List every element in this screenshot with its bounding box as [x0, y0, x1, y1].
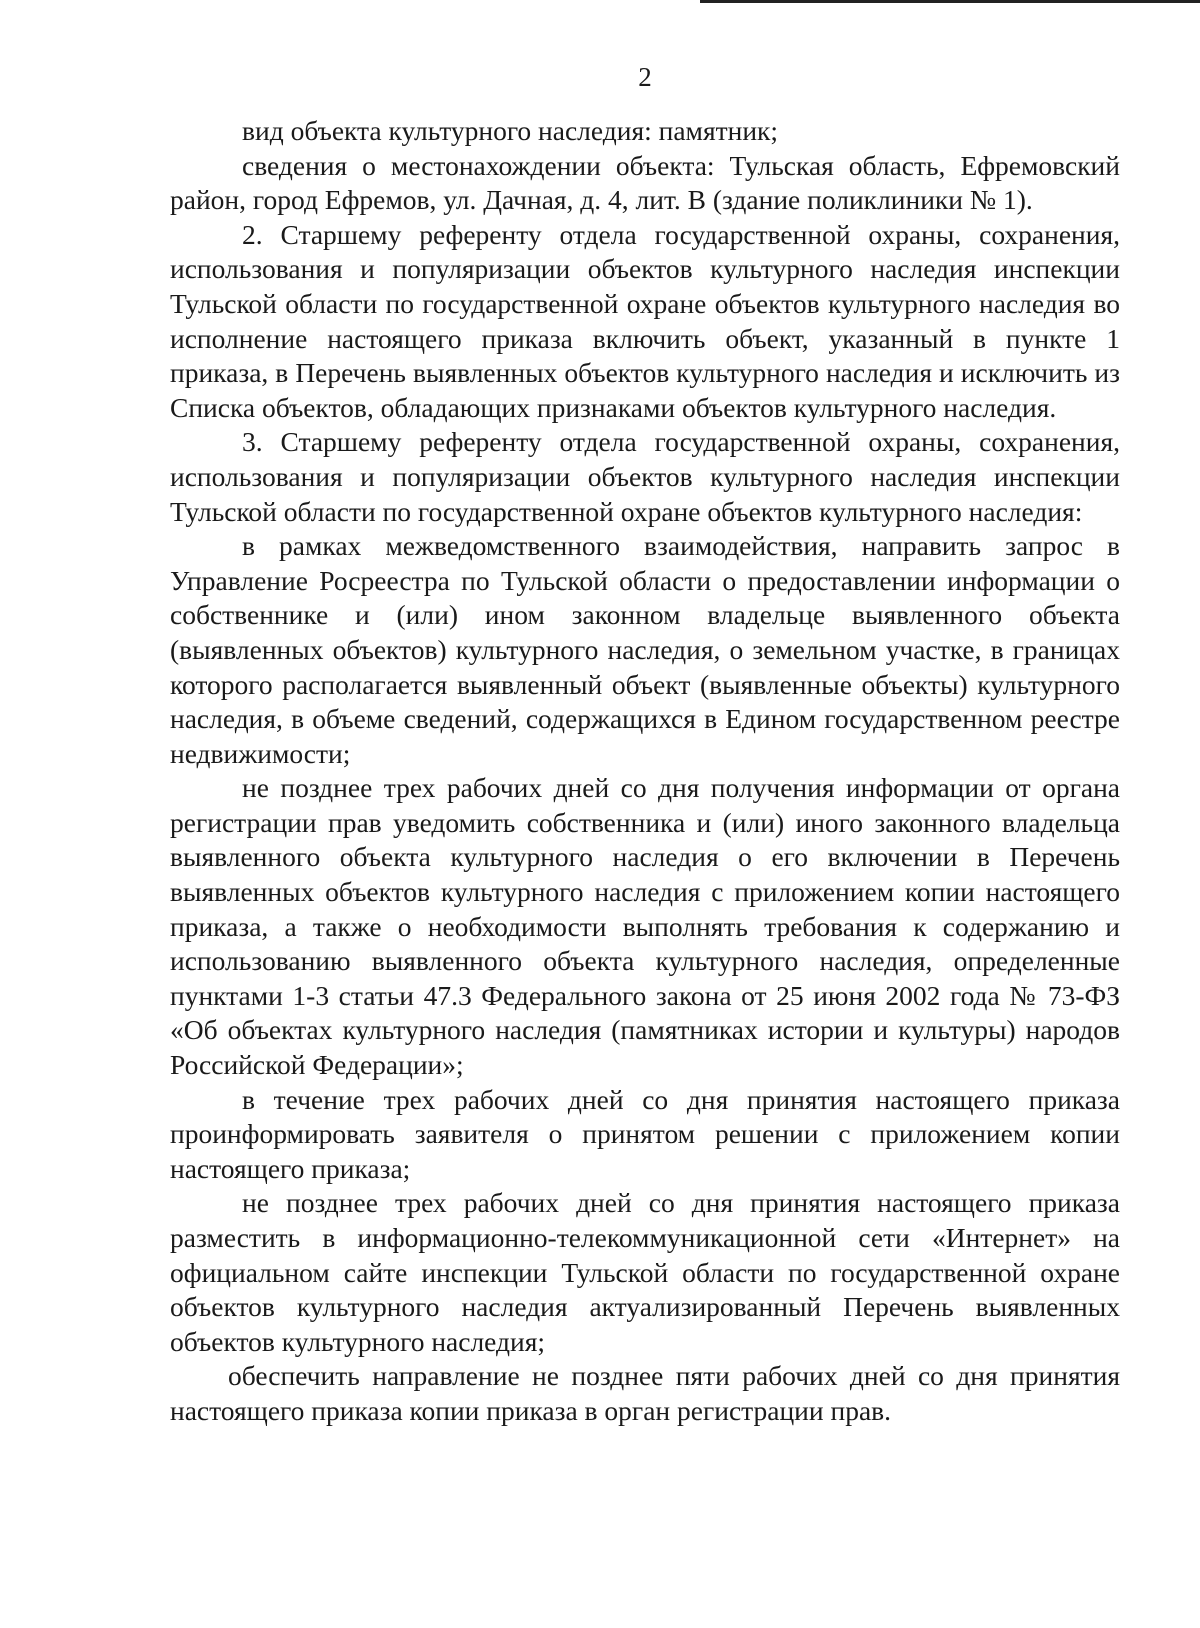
paragraph-inform-applicant: в течение трех рабочих дней со дня принятия настоящего приказа проинформировать заявителя о принятом решении с приложением копии настоящего приказа; — [170, 1083, 1120, 1184]
document-body — [170, 114, 1120, 1429]
paragraph-send-copy: обеспечить направление не позднее пяти рабочих дней со дня принятия настоящего приказа копии приказа в орган регистрации прав. — [170, 1360, 1120, 1426]
paragraph-object-location: сведения о местонахождении объекта: Тульская область, Ефремовский район, город Ефремов, ул. Дачная, д. 4, лит. В (здание поликлиники № 1). — [170, 149, 1120, 216]
paragraph-item-2: 2. Старшему референту отдела государственной охраны, сохранения, использования и популяризации объектов культурного наследия инспекции Тульской области по государственной охране объектов культурного наследия во исполнение настоящего приказа включить объект, указанный в пункте 1 приказа, в Перечень выявленных объектов культурного наследия и исключить из Списка объектов, обладающих признаками объектов культурного наследия. — [170, 218, 1120, 423]
paragraph-notify-owner: не позднее трех рабочих дней со дня получения информации от органа регистрации прав уведомить собственника и (или) иного законного владельца выявленного объекта культурного наследия о его включении в Перечень выявленных объектов культурного наследия с приложением копии настоящего приказа, а также о необходимости выполнять требования к содержанию и использованию выявленного объекта культурного наследия, определенные пунктами 1-3 статьи 47.3 Федерального закона от 25 июня 2002 года № 73-ФЗ «Об объектах культурного наследия (памятниках истории и культуры) народов Российской Федерации»; — [170, 772, 1120, 1081]
paragraph-interagency-request: в рамках межведомственного взаимодействия, направить запрос в Управление Росреестра по Тульской области о предоставлении информации о собственнике и (или) ином законном владельце выявленного объекта (выявленных объектов) культурного наследия, о земельном участке, в границах которого располагается выявленный объект (выявленные объекты) культурного наследия, в объеме сведений, содержащихся в Едином государственном реестре недвижимости; — [170, 530, 1120, 769]
paragraph-object-type: вид объекта культурного наследия: памятник; — [242, 115, 779, 146]
paragraph-publish-online: не позднее трех рабочих дней со дня принятия настоящего приказа разместить в информационно-телекоммуникационной сети «Интернет» на официальном сайте инспекции Тульской области по государственной охране объектов культурного наследия актуализированный Перечень выявленных объектов культурного наследия; — [170, 1187, 1120, 1357]
paragraph-item-3: 3. Старшему референту отдела государственной охраны, сохранения, использования и популяризации объектов культурного наследия инспекции Тульской области по государственной охране объектов культурного наследия: — [170, 426, 1120, 527]
page-number: 2 — [638, 62, 652, 92]
top-edge-rule — [700, 0, 1200, 3]
